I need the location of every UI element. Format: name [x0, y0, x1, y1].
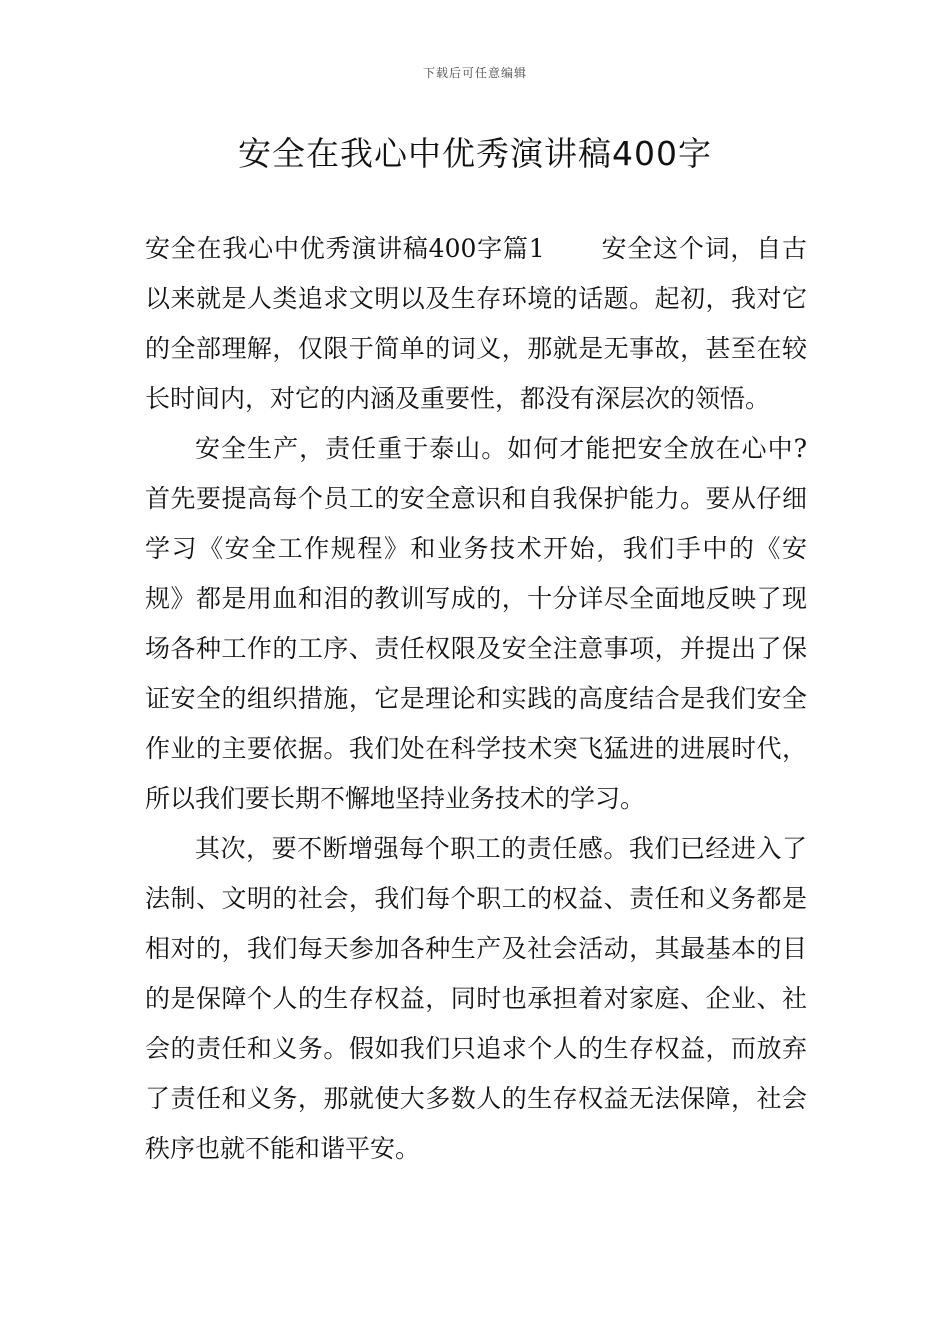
- section-heading-inline: 安全在我心中优秀演讲稿400字篇1: [145, 234, 545, 263]
- paragraph-2: 安全生产，责任重于泰山。如何才能把安全放在心中?首先要提高每个员工的安全意识和自我保护能力。要从仔细学习《安全工作规程》和业务技术开始，我们手中的《安规》都是用血和泪的教训写成的，十分详尽全面地反映了现场各种工作的工序、责任权限及安全注意事项，并提出了保证安全的组织措施，它是理论和实践的高度结合是我们安全作业的主要依据。我们处在科学技术突飞猛进的进展时代，所以我们要长期不懈地坚持业务技术的学习。: [145, 434, 807, 813]
- document-title: 安全在我心中优秀演讲稿400字: [238, 134, 712, 173]
- paragraph-1-text: 安全这个词，自古以来就是人类追求文明以及生存环境的话题。起初，我对它的全部理解，仅限于简单的词义，那就是无事故，甚至在较长时间内，对它的内涵及重要性，都没有深层次的领悟。: [145, 234, 807, 413]
- paragraph-3: 其次，要不断增强每个职工的责任感。我们已经进入了法制、文明的社会，我们每个职工的权益、责任和义务都是相对的，我们每天参加各种生产及社会活动，其最基本的目的是保障个人的生存权益，同时也承担着对家庭、企业、社会的责任和义务。假如我们只追求个人的生存权益，而放弃了责任和义务，那就使大多数人的生存权益无法保障，社会秩序也就不能和谐平安。: [145, 834, 807, 1163]
- paragraph-1: [145, 224, 807, 424]
- header-note: 下载后可任意编辑: [422, 66, 527, 80]
- document-body: [145, 224, 807, 1174]
